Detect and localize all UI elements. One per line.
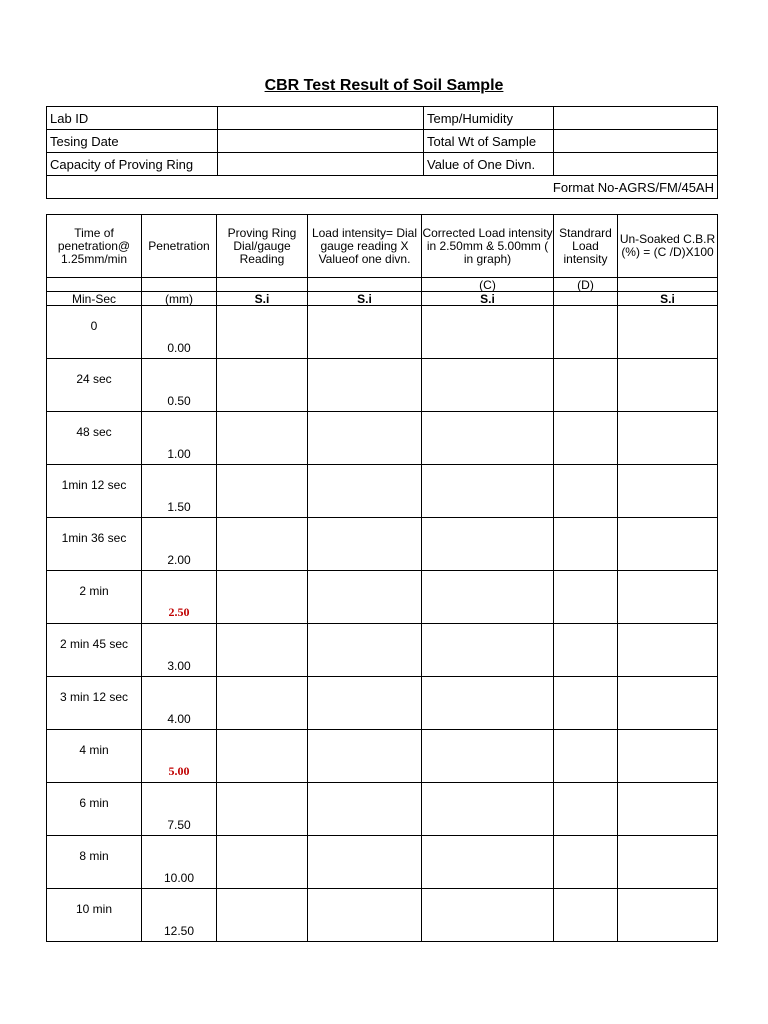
standard-load-cell[interactable] bbox=[554, 518, 618, 571]
time-value: 1min 36 sec bbox=[61, 531, 127, 545]
penetration-cell bbox=[142, 836, 217, 889]
standard-load-cell[interactable] bbox=[554, 783, 618, 836]
units-row bbox=[47, 292, 718, 306]
penetration-value: 12.50 bbox=[163, 924, 195, 938]
column-unit bbox=[554, 292, 618, 306]
column-header: Proving Ring Dial/gauge Reading bbox=[217, 215, 308, 278]
info-row bbox=[47, 130, 718, 153]
corrected-load-cell[interactable] bbox=[422, 306, 554, 359]
dial-reading-cell[interactable] bbox=[217, 359, 308, 412]
penetration-value: 0.50 bbox=[167, 394, 191, 408]
time-value: 2 min 45 sec bbox=[59, 637, 129, 651]
table-row bbox=[47, 518, 718, 571]
penetration-value: 3.00 bbox=[167, 659, 191, 673]
info-label: Capacity of Proving Ring bbox=[47, 153, 218, 176]
cbr-value-cell[interactable] bbox=[618, 624, 718, 677]
table-row bbox=[47, 836, 718, 889]
cbr-value-cell[interactable] bbox=[618, 730, 718, 783]
table-row bbox=[47, 306, 718, 359]
info-label: Temp/Humidity bbox=[424, 107, 554, 130]
time-value: 48 sec bbox=[76, 425, 112, 439]
time-cell bbox=[47, 412, 142, 465]
standard-load-cell[interactable] bbox=[554, 412, 618, 465]
time-cell bbox=[47, 359, 142, 412]
load-intensity-cell[interactable] bbox=[308, 571, 422, 624]
column-header: Standrard Load intensity bbox=[554, 215, 618, 278]
load-intensity-cell[interactable] bbox=[308, 836, 422, 889]
cbr-value-cell[interactable] bbox=[618, 677, 718, 730]
corrected-load-cell[interactable] bbox=[422, 518, 554, 571]
time-cell bbox=[47, 571, 142, 624]
time-value: 1min 12 sec bbox=[61, 478, 127, 492]
table-row bbox=[47, 677, 718, 730]
time-cell bbox=[47, 730, 142, 783]
info-value-field[interactable] bbox=[218, 107, 424, 130]
info-row bbox=[47, 153, 718, 176]
corrected-load-cell[interactable] bbox=[422, 836, 554, 889]
sub-label-row bbox=[47, 278, 718, 292]
time-cell bbox=[47, 889, 142, 942]
column-unit: (mm) bbox=[142, 292, 217, 306]
load-intensity-cell[interactable] bbox=[308, 889, 422, 942]
penetration-value: 7.50 bbox=[167, 818, 191, 832]
table-row bbox=[47, 889, 718, 942]
standard-load-cell[interactable] bbox=[554, 306, 618, 359]
load-intensity-cell[interactable] bbox=[308, 306, 422, 359]
dial-reading-cell[interactable] bbox=[217, 465, 308, 518]
table-row bbox=[47, 730, 718, 783]
column-header: Corrected Load intensity in 2.50mm & 5.00mm ( in graph) bbox=[422, 215, 554, 278]
load-intensity-cell[interactable] bbox=[308, 359, 422, 412]
time-value: 8 min bbox=[79, 849, 109, 863]
column-unit: S.i bbox=[217, 292, 308, 306]
dial-reading-cell[interactable] bbox=[217, 624, 308, 677]
standard-load-cell[interactable] bbox=[554, 677, 618, 730]
cbr-value-cell[interactable] bbox=[618, 465, 718, 518]
load-intensity-cell[interactable] bbox=[308, 783, 422, 836]
penetration-value: 1.50 bbox=[167, 500, 191, 514]
column-header: Penetration bbox=[142, 215, 217, 278]
standard-load-cell[interactable] bbox=[554, 889, 618, 942]
standard-load-cell[interactable] bbox=[554, 624, 618, 677]
penetration-cell bbox=[142, 518, 217, 571]
column-sub-label bbox=[618, 278, 718, 292]
dial-reading-cell[interactable] bbox=[217, 571, 308, 624]
cbr-results-table bbox=[46, 214, 718, 942]
column-sub-label bbox=[142, 278, 217, 292]
cbr-value-cell[interactable] bbox=[618, 836, 718, 889]
dial-reading-cell[interactable] bbox=[217, 306, 308, 359]
penetration-cell bbox=[142, 624, 217, 677]
penetration-cell bbox=[142, 412, 217, 465]
column-unit: S.i bbox=[422, 292, 554, 306]
dial-reading-cell[interactable] bbox=[217, 889, 308, 942]
time-cell bbox=[47, 677, 142, 730]
penetration-value: 1.00 bbox=[167, 447, 191, 461]
standard-load-cell[interactable] bbox=[554, 465, 618, 518]
time-value: 6 min bbox=[79, 796, 109, 810]
header-row bbox=[47, 215, 718, 278]
cbr-value-cell[interactable] bbox=[618, 783, 718, 836]
penetration-cell bbox=[142, 306, 217, 359]
time-value: 24 sec bbox=[76, 372, 112, 386]
dial-reading-cell[interactable] bbox=[217, 836, 308, 889]
corrected-load-cell[interactable] bbox=[422, 677, 554, 730]
penetration-value: 2.50 bbox=[168, 605, 190, 619]
time-value: 0 bbox=[90, 319, 98, 333]
corrected-load-cell[interactable] bbox=[422, 783, 554, 836]
corrected-load-cell[interactable] bbox=[422, 624, 554, 677]
penetration-value: 0.00 bbox=[167, 341, 191, 355]
penetration-cell bbox=[142, 677, 217, 730]
time-cell bbox=[47, 518, 142, 571]
info-value-field[interactable] bbox=[554, 107, 718, 130]
time-cell bbox=[47, 783, 142, 836]
column-sub-label: (C) bbox=[422, 278, 554, 292]
table-row bbox=[47, 783, 718, 836]
dial-reading-cell[interactable] bbox=[217, 783, 308, 836]
time-cell bbox=[47, 465, 142, 518]
load-intensity-cell[interactable] bbox=[308, 412, 422, 465]
column-sub-label bbox=[308, 278, 422, 292]
column-header: Un-Soaked C.B.R (%) = (C /D)X100 bbox=[618, 215, 718, 278]
corrected-load-cell[interactable] bbox=[422, 889, 554, 942]
load-intensity-cell[interactable] bbox=[308, 518, 422, 571]
table-row bbox=[47, 571, 718, 624]
format-number: Format No-AGRS/FM/45AH bbox=[47, 176, 718, 199]
cbr-value-cell[interactable] bbox=[618, 359, 718, 412]
load-intensity-cell[interactable] bbox=[308, 730, 422, 783]
info-value-field[interactable] bbox=[218, 153, 424, 176]
corrected-load-cell[interactable] bbox=[422, 730, 554, 783]
cbr-value-cell[interactable] bbox=[618, 571, 718, 624]
column-unit: Min-Sec bbox=[47, 292, 142, 306]
info-label: Value of One Divn. bbox=[424, 153, 554, 176]
sample-info-table bbox=[46, 106, 718, 199]
time-value: 2 min bbox=[79, 584, 109, 598]
penetration-cell bbox=[142, 465, 217, 518]
info-label: Lab ID bbox=[47, 107, 218, 130]
standard-load-cell[interactable] bbox=[554, 836, 618, 889]
corrected-load-cell[interactable] bbox=[422, 412, 554, 465]
dial-reading-cell[interactable] bbox=[217, 730, 308, 783]
info-label: Total Wt of Sample bbox=[424, 130, 554, 153]
column-unit: S.i bbox=[308, 292, 422, 306]
info-value-field[interactable] bbox=[554, 130, 718, 153]
standard-load-cell[interactable] bbox=[554, 730, 618, 783]
page-title: CBR Test Result of Soil Sample bbox=[264, 77, 504, 94]
penetration-value: 5.00 bbox=[168, 764, 190, 778]
info-value-field[interactable] bbox=[218, 130, 424, 153]
dial-reading-cell[interactable] bbox=[217, 518, 308, 571]
penetration-cell bbox=[142, 889, 217, 942]
penetration-cell bbox=[142, 571, 217, 624]
column-header: Load intensity= Dial gauge reading X Valueof one divn. bbox=[308, 215, 422, 278]
column-header: Time of penetration@ 1.25mm/min bbox=[47, 215, 142, 278]
corrected-load-cell[interactable] bbox=[422, 359, 554, 412]
load-intensity-cell[interactable] bbox=[308, 465, 422, 518]
time-value: 10 min bbox=[75, 902, 113, 916]
column-unit: S.i bbox=[618, 292, 718, 306]
time-cell bbox=[47, 306, 142, 359]
column-sub-label: (D) bbox=[554, 278, 618, 292]
info-label: Tesing Date bbox=[47, 130, 218, 153]
table-row bbox=[47, 412, 718, 465]
dial-reading-cell[interactable] bbox=[217, 677, 308, 730]
dial-reading-cell[interactable] bbox=[217, 412, 308, 465]
load-intensity-cell[interactable] bbox=[308, 624, 422, 677]
corrected-load-cell[interactable] bbox=[422, 571, 554, 624]
penetration-cell bbox=[142, 730, 217, 783]
penetration-cell bbox=[142, 359, 217, 412]
column-sub-label bbox=[217, 278, 308, 292]
load-intensity-cell[interactable] bbox=[308, 677, 422, 730]
time-cell bbox=[47, 624, 142, 677]
cbr-value-cell[interactable] bbox=[618, 412, 718, 465]
table-row bbox=[47, 624, 718, 677]
standard-load-cell[interactable] bbox=[554, 359, 618, 412]
standard-load-cell[interactable] bbox=[554, 571, 618, 624]
cbr-value-cell[interactable] bbox=[618, 889, 718, 942]
penetration-value: 4.00 bbox=[167, 712, 191, 726]
info-row bbox=[47, 107, 718, 130]
corrected-load-cell[interactable] bbox=[422, 465, 554, 518]
table-row bbox=[47, 359, 718, 412]
time-cell bbox=[47, 836, 142, 889]
cbr-value-cell[interactable] bbox=[618, 518, 718, 571]
time-value: 4 min bbox=[79, 743, 109, 757]
cbr-value-cell[interactable] bbox=[618, 306, 718, 359]
penetration-value: 2.00 bbox=[167, 553, 191, 567]
penetration-cell bbox=[142, 783, 217, 836]
column-sub-label bbox=[47, 278, 142, 292]
table-row bbox=[47, 465, 718, 518]
time-value: 3 min 12 sec bbox=[59, 690, 129, 704]
penetration-value: 10.00 bbox=[163, 871, 195, 885]
info-value-field[interactable] bbox=[554, 153, 718, 176]
format-row bbox=[47, 176, 718, 199]
